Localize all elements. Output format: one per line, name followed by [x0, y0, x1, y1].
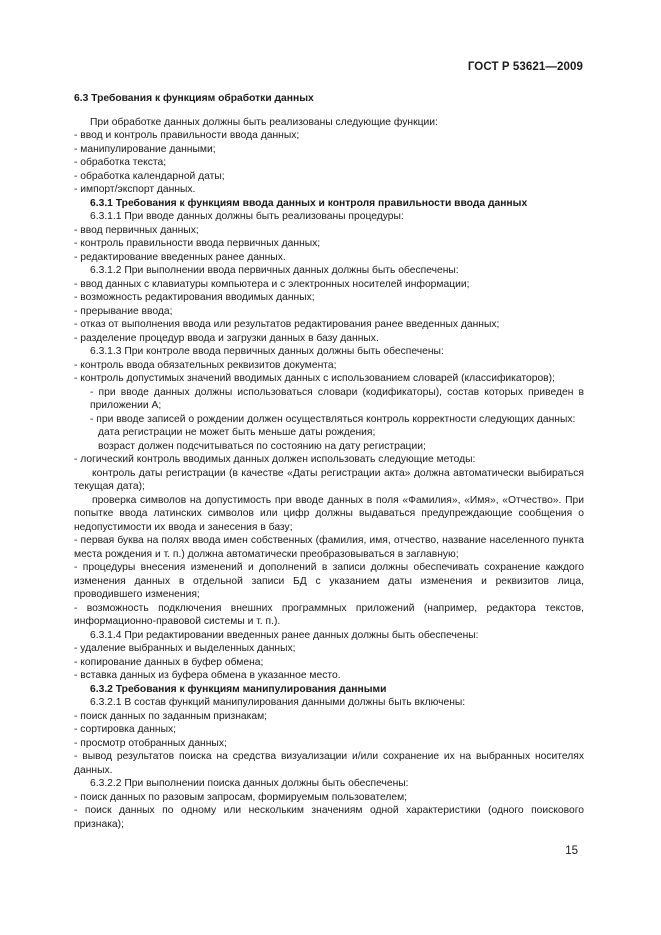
clause-6-3-2-2: 6.3.2.2 При выполнении поиска данных должны быть обеспечены: — [90, 778, 409, 789]
list-item: - манипулирование данными; — [74, 143, 216, 155]
list-item: - ввод первичных данных; — [74, 224, 199, 236]
list-item: - копирование данных в буфер обмена; — [74, 656, 264, 668]
page-number: 15 — [565, 845, 578, 857]
list-item: - поиск данных по одному или нескольким значениям одной характеристики (одного поискового признака); — [74, 805, 584, 830]
list-item: - контроль ввода обязательных реквизитов документа; — [74, 359, 337, 371]
list-item: - вывод результатов поиска на средства визуализации и/или сохранение их на выбранных носителях данных. — [74, 751, 584, 776]
list-item: - просмотр отобранных данных; — [74, 737, 227, 749]
section-6-3-title: 6.3 Требования к функциям обработки данных — [74, 93, 314, 104]
list-item: - редактирование введенных ранее данных. — [74, 251, 286, 263]
list-subitem: проверка символов на допустимость при вводе данных в поля «Фамилия», «Имя», «Отчество». При попытке ввода латинских символов или цифр должны выдаваться предупреждающие сообщения о недопустимости их ввода и занесения в базу; — [74, 494, 584, 533]
list-item: - поиск данных по заданным признакам; — [74, 710, 268, 722]
list-item: - отказ от выполнения ввода или результатов редактирования ранее введенных данных; — [74, 319, 500, 330]
clause-6-3-1-1: 6.3.1.1 При вводе данных должны быть реализованы процедуры: — [90, 211, 404, 222]
clause-6-3-1-4: 6.3.1.4 При редактировании введенных ранее данных должны быть обеспечены: — [90, 629, 479, 641]
clause-6-3-1-2: 6.3.1.2 При выполнении ввода первичных данных должны быть обеспечены: — [90, 265, 459, 276]
list-item: - прерывание ввода; — [74, 305, 173, 317]
list-item: - поиск данных по разовым запросам, формируемым пользователем; — [74, 791, 408, 803]
subsection-6-3-1-title: 6.3.1 Требования к функциям ввода данных и контроля правильности ввода данных — [90, 197, 528, 209]
list-item: - ввод данных с клавиатуры компьютера и с электронных носителей информации; — [74, 278, 470, 290]
list-item: - возможность подключения внешних программных приложений (например, редактора текстов, информационно-правовой системы и т. п.). — [74, 602, 584, 627]
list-item: - удаление выбранных и выделенных данных; — [74, 643, 296, 654]
clause-6-3-2-1: 6.3.2.1 В состав функций манипулирования данными должны быть включены: — [90, 697, 466, 708]
list-item: - при вводе данных должны использоваться словари (кодификаторы), состав которых приведен в приложении А; — [90, 386, 584, 411]
document-body — [74, 92, 584, 831]
section-intro: При обработке данных должны быть реализованы следующие функции: — [90, 116, 438, 128]
list-subitem: возраст должен подсчитываться по состоянию на дату регистрации; — [98, 440, 426, 452]
list-item: - возможность редактирования вводимых данных; — [74, 292, 315, 303]
list-item: - сортировка данных; — [74, 724, 177, 735]
list-item: - процедуры внесения изменений и дополнений в записи должны обеспечивать сохранение каждого изменения данных в отдельной записи БД с указанием даты изменения и реквизитов лица, проводившего изменения; — [74, 562, 584, 600]
list-item: - обработка календарной даты; — [74, 170, 225, 182]
list-item: - обработка текста; — [74, 157, 167, 168]
standard-designation: ГОСТ Р 53621—2009 — [467, 61, 583, 73]
list-item: - логический контроль вводимых данных должен использовать следующие методы: — [74, 454, 476, 465]
clause-6-3-1-3: 6.3.1.3 При контроле ввода первичных данных должны быть обеспечены: — [90, 346, 444, 357]
list-item: - при вводе записей о рождении должен осуществляться контроль корректности следующих данных: — [90, 413, 576, 425]
list-subitem: контроль даты регистрации (в качестве «Даты регистрации акта» должна автоматически выбираться текущая дата); — [74, 467, 584, 492]
list-subitem: дата регистрации не может быть меньше даты рождения; — [98, 427, 376, 438]
subsection-6-3-2-title: 6.3.2 Требования к функциям манипулирования данными — [90, 683, 387, 695]
list-item: - контроль допустимых значений вводимых данных с использованием словарей (классификаторов); — [74, 373, 555, 384]
list-item: - вставка данных из буфера обмена в указанное место. — [74, 670, 341, 681]
list-item: - ввод и контроль правильности ввода данных; — [74, 130, 300, 141]
list-item: - разделение процедур ввода и загрузки данных в базу данных. — [74, 332, 379, 344]
list-item: - импорт/экспорт данных. — [74, 184, 196, 195]
list-item: - первая буква на полях ввода имен собственных (фамилия, имя, отчество, название населенного пункта места рождения и т. п.) должна автоматически преобразовываться в заглавную; — [74, 535, 584, 560]
list-item: - контроль правильности ввода первичных данных; — [74, 238, 321, 249]
